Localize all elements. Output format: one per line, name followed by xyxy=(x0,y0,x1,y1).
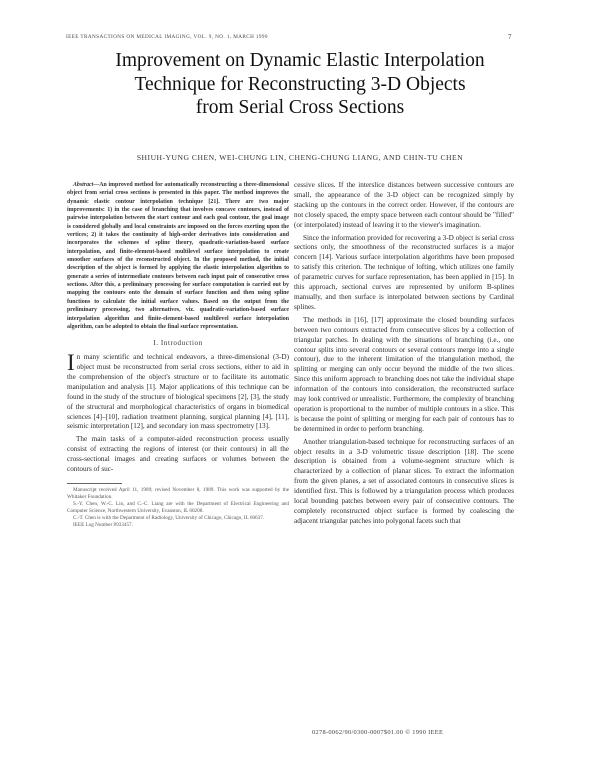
footnote: C.-T. Chen is with the Department of Radiology, University of Chicago, Chicago, IL 60637. xyxy=(73,514,265,521)
abstract-text: An improved method for automatically reconstructing a three-dimensional object from serial cross sections is presented in this paper. The method improves the dynamic elastic contour interpolation technique [21]. There are two major improvements: 1) in the case of branching that involves concave contours, instead of pairwise interpolation between the start contour and each goal contour, the goal image is considered globally and local constraints are imposed on the forces exerting upon the vertices; 2) it takes the continuity of high-order derivatives into consideration and incorporates the schemes of spline theory, quadratic-variation-based surface interpolation, and finite-element-based multilevel surface interpolation to create smoother surfaces of the reconstructed object. In the proposed method, the initial description of the object is formed by applying the elastic interpolation algorithm to generate a series of intermediate contours between each input pair of consecutive cross sections. After this, a preliminary processing for surface computation is carried out by mapping the contours onto the domain of surface function and then using spline functions to calculate the initial surface values. Based on the output from the preliminary processing, two alternatives, viz. quadratic-variation-based surface interpolation algorithm and finite-element-based multilevel surface interpolation algorithm, can be adopted to obtain the final surface representation. xyxy=(67,182,289,330)
right-column xyxy=(294,181,514,527)
copyright-line: 0278-0062/90/0300-0007$01.00 © 1990 IEEE xyxy=(312,729,444,736)
paper-title xyxy=(60,49,540,120)
title-line: Technique for Reconstructing 3-D Objects xyxy=(134,73,466,95)
body-paragraph: In many scientific and technical endeavors, a three-dimensional (3-D) object must be reconstructed from serial cross sections, either to aid in the comprehension of the object's structure or to facilitate its automatic manipulation and analysis [1]. Major applications of this technique can be found in the study of the structure of biological specimens [2], [3], the study of the structural and morphological characteristics of organs in biomedical sciences [4]–[10], radiation treatment planning, surgical planning [4], [11], seismic interpretation [12], and secondary ion mass spectrometry [13]. xyxy=(67,350,289,431)
body-paragraph: Since the information provided for recovering a 3-D object is serial cross sections only, the smoothness of the reconstructed surfaces is a major concern [14]. Various surface interpolation algorithms have been proposed to satisfy this criterion. The technique of lofting, which utilizes one family of parametric curves for surface representation, has been applied in [15]. In this approach, sectional curves are represented by uniform B-splines manually, and then surface is interpolated between sections by Cardinal splines. xyxy=(294,233,514,311)
body-paragraph: Another triangulation-based technique for reconstructing surfaces of an object results in a 3-D volumetric tissue description [18]. The scene description is obtained from a volume-segment structure which is characterized by a collection of planar slices. To extract the information from the given planes, a set of associated contours in consecutive slices is identified first. This is followed by a triangulation process which produces local bounding patches between every pair of consecutive contours. The completely reconstructed object surface is formed by coalescing the adjacent triangular patches into polygonal facets such that xyxy=(294,437,514,525)
author-list: SHIUH-YUNG CHEN, WEI-CHUNG LIN, CHENG-CHUNG LIANG, AND CHIN-TU CHEN xyxy=(136,153,464,162)
title-line: Improvement on Dynamic Elastic Interpolation xyxy=(115,50,485,71)
abstract-lead: Abstract— xyxy=(73,182,100,188)
footnote-divider xyxy=(67,483,122,484)
footnote: Manuscript received April 11, 1989; revised November 8, 1989. This work was supported by the Whitaker Foundation. xyxy=(67,486,289,500)
abstract xyxy=(67,181,289,331)
section-heading-introduction: I. Introduction xyxy=(153,339,203,348)
body-paragraph: cessive slices. If the interslice distances between successive contours are small, the appearance of the 3-D object can be recognized simply by stacking up the contours in the correct order. However, if the contours are not closely spaced, the empty space between each contour should be "filled" (or interpolated) instead of leaving it to the viewer's imagination. xyxy=(294,181,514,229)
body-paragraph: The methods in [16], [17] approximate the closed bounding surfaces between two contours extracted from consecutive slices by a collection of triangular patches. In dealing with the situations of branching (i.e., one contour splits into several contours or several contours merge into a single contour), due to the inherent limitation of the triangulation method, the splitting or merging can only occur beyond the middle of the two slices. Since this uniform approach to branching does not take the individual shape information of the contours into consideration, the reconstructed surface may look contrived or unrealistic. Furthermore, the complexity of branching operation is proportional to the number of multiple contours in a slice. This is because the point of splitting or merging for each pair of contours has to be determined in order to perform branching. xyxy=(294,315,514,433)
running-head: IEEE TRANSACTIONS ON MEDICAL IMAGING, VOL. 9, NO. 1, MARCH 1990 xyxy=(66,34,268,40)
left-column xyxy=(67,181,289,529)
page-number: 7 xyxy=(508,33,512,41)
title-line: from Serial Cross Sections xyxy=(195,97,405,118)
footnote: IEEE Log Number 8933457. xyxy=(73,521,133,528)
footnote: S.-Y. Chen, W.-C. Lin, and C.-C. Liang are with the Department of Electrical Engineering and Computer Science, Northwestern University, Evanston, IL 60208. xyxy=(67,500,289,514)
body-paragraph: The main tasks of a computer-aided reconstruction process usually consist of extracting the regions of interest (or their contours) in all the cross-sectional images and creating surfaces or volumes between the contours of suc- xyxy=(67,435,289,474)
